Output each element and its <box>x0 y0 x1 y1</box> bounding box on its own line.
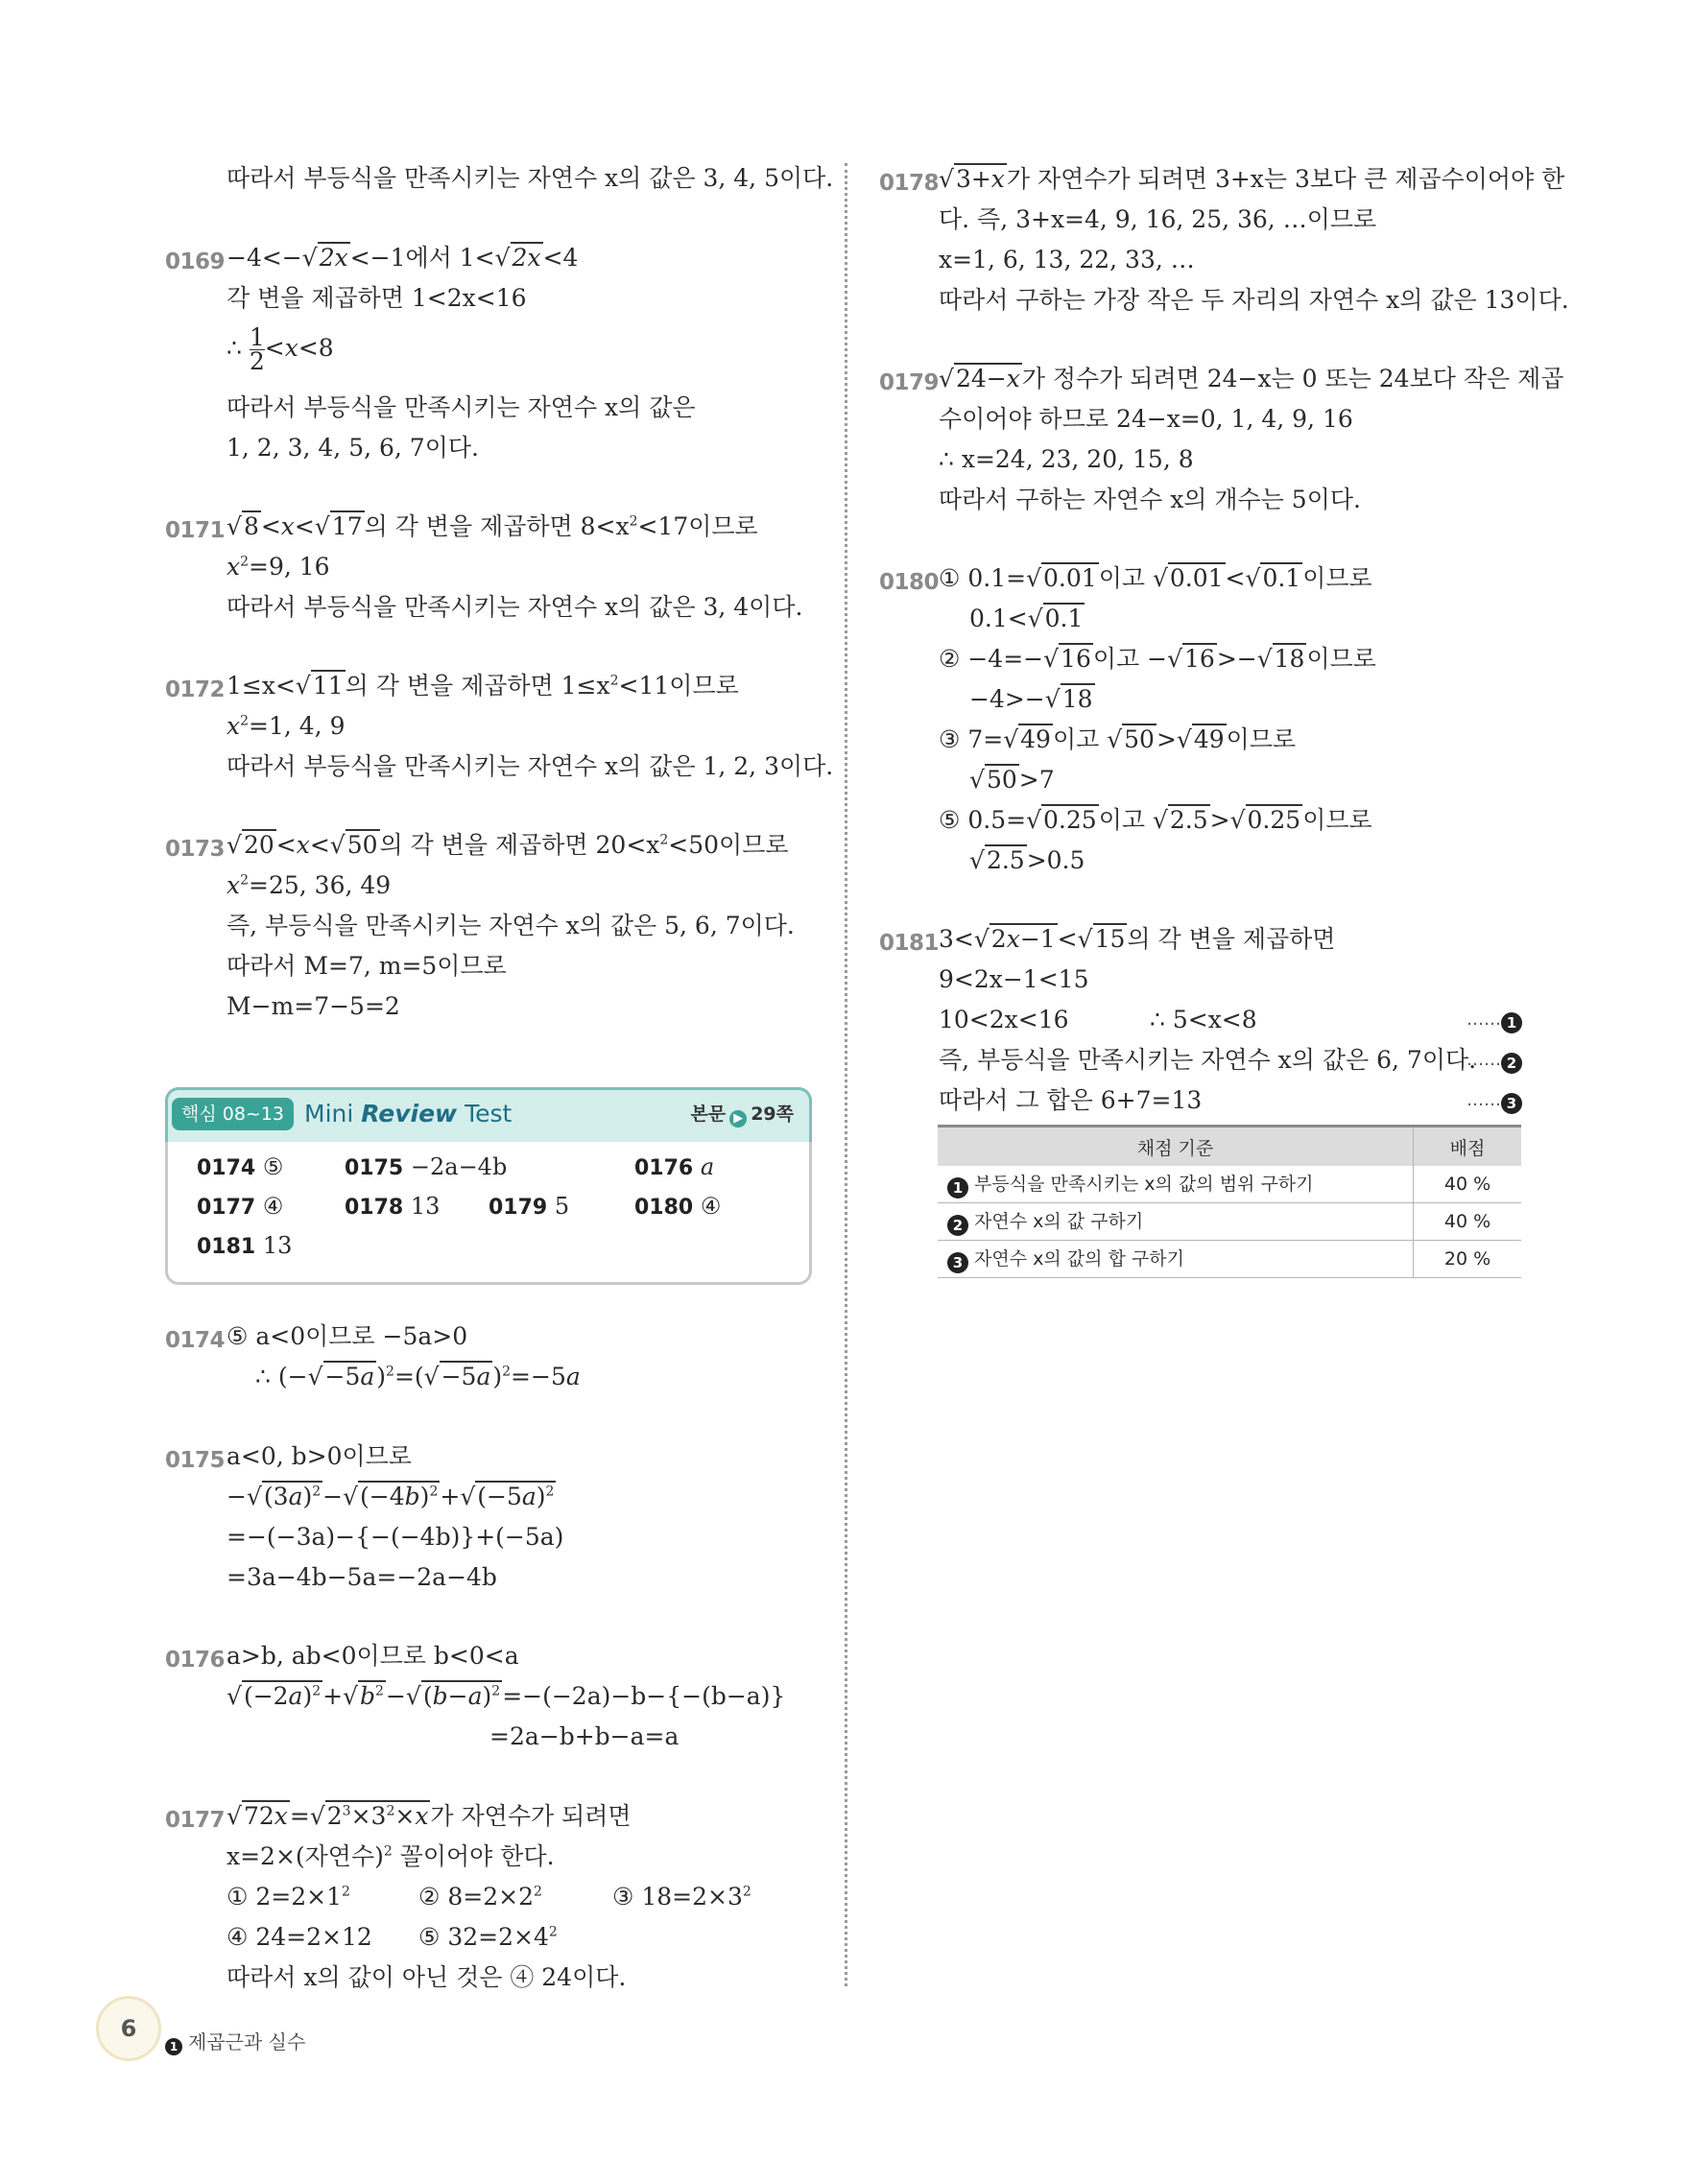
p180-c2-line2: −4>−√18 <box>969 685 1093 713</box>
mini-review-answer: 0181 13 <box>197 1232 293 1259</box>
arrow-icon: ▶ <box>729 1110 747 1128</box>
p180-c2-line1: ② −4=−√16이고 −√16>−√18이므로 <box>939 645 1376 673</box>
p172-line3: 따라서 부등식을 만족시키는 자연수 x의 값은 1, 2, 3이다. <box>227 752 834 780</box>
p177-choice5: ⑤ $32=2\times 4^2$ <box>418 1923 558 1951</box>
p181-line5: 따라서 그 합은 6+7=13 <box>939 1086 1203 1114</box>
p171-line2: $x^2=9$, 16 <box>227 553 330 581</box>
p168-tail: 따라서 부등식을 만족시키는 자연수 x의 값은 3, 4, 5이다. <box>227 164 834 192</box>
problem-0180 <box>879 558 1666 885</box>
p171-line1: √8<x<√17의 각 변을 제곱하면 $8<x^2<17$이므로 <box>227 512 758 540</box>
mini-review-title: Mini Review Test <box>304 1100 513 1128</box>
problem-number: 0173 <box>165 837 226 862</box>
p181-line2: 9<2x−1<15 <box>939 965 1089 993</box>
p181-line1: 3<√2x−1<√15의 각 변을 제곱하면 <box>939 925 1336 953</box>
step-marker-2: …… 2 <box>1466 1050 1522 1074</box>
rubric-header-points: 배점 <box>1414 1127 1522 1167</box>
p181-line4: 즉, 부등식을 만족시키는 자연수 x의 값은 6, 7이다. <box>939 1046 1477 1074</box>
p180-c1-line1: ① 0.1=√0.01이고 √0.01<√0.1이므로 <box>939 564 1372 592</box>
p173-line3: 즉, 부등식을 만족시키는 자연수 x의 값은 5, 6, 7이다. <box>227 912 795 939</box>
rubric-header-criteria: 채점 기준 <box>938 1127 1414 1167</box>
p177-line2: x=2×(자연수)$^2$ 꼴이어야 한다. <box>227 1842 555 1870</box>
p180-c3-line1: ③ 7=√49이고 √50>√49이므로 <box>939 725 1297 753</box>
problem-0179 <box>879 359 1666 522</box>
p178-line2: 다. 즉, 3+x=4, 9, 16, 25, 36, …이므로 <box>939 205 1377 233</box>
p175-line3: =−(−3a)−{−(−4b)}+(−5a) <box>227 1523 564 1551</box>
chapter-badge: 1 <box>165 2038 182 2055</box>
p173-line5: M−m=7−5=2 <box>227 992 400 1020</box>
mini-review-answer: 0179 5 <box>489 1193 570 1220</box>
problem-0175 <box>165 1436 818 1600</box>
mini-review-box <box>165 1087 812 1285</box>
scoring-rubric-table <box>938 1125 1521 1278</box>
mini-review-page-ref: 본문 ▶ 29쪽 <box>690 1104 794 1126</box>
p177-line5: 따라서 x의 값이 아닌 것은 ④ 24이다. <box>227 1963 627 1991</box>
rubric-row <box>938 1203 1521 1241</box>
problem-number: 0181 <box>879 931 940 956</box>
p178-line3: x=1, 6, 13, 22, 33, … <box>939 246 1195 273</box>
p173-line1: √20<x<√50의 각 변을 제곱하면 $20<x^2<50$이므로 <box>227 831 789 859</box>
p175-line2: $-√(3a)^2-√(-4b)^2+√(-5a)^2$ <box>227 1483 555 1510</box>
p177-choice3: ③ $18=2\times 3^2$ <box>612 1883 751 1911</box>
problem-number: 0169 <box>165 249 226 274</box>
p176-line2: $√(-2a)^2+√b^2-√(b-a)^2=-(-2a)-b-\{-(b-a)\}$ <box>227 1682 786 1710</box>
problem-0181 <box>879 919 1666 1130</box>
mini-review-answer: 0175 −2a−4b <box>345 1153 508 1180</box>
rubric-criteria: 1 부등식을 만족시키는 x의 값의 범위 구하기 <box>938 1166 1414 1203</box>
rubric-points: 40 % <box>1414 1203 1522 1241</box>
p173-line4: 따라서 M=7, m=5이므로 <box>227 952 507 980</box>
problem-0169 <box>165 238 818 468</box>
step-marker-1: …… 1 <box>1466 1009 1522 1033</box>
problem-0171 <box>165 507 818 631</box>
problem-number: 0174 <box>165 1328 226 1353</box>
p178-line4: 따라서 구하는 가장 작은 두 자리의 자연수 x의 값은 13이다. <box>939 286 1569 314</box>
p175-line4: =3a−4b−5a=−2a−4b <box>227 1563 497 1591</box>
p180-c3-line2: √50>7 <box>969 766 1055 794</box>
p175-line1: a<0, b>0이므로 <box>227 1442 412 1470</box>
problem-number: 0177 <box>165 1808 226 1833</box>
problem-number: 0175 <box>165 1448 226 1473</box>
p176-line1: a>b, ab<0이므로 b<0<a <box>227 1642 519 1670</box>
rubric-row <box>938 1241 1521 1278</box>
problem-number: 0176 <box>165 1648 226 1673</box>
problem-0174 <box>165 1317 818 1403</box>
mini-review-answer: 0176 a <box>634 1153 715 1180</box>
step-marker-3: …… 3 <box>1466 1090 1522 1114</box>
problem-0178 <box>879 159 1666 322</box>
problem-number: 0179 <box>879 370 940 395</box>
problem-0173 <box>165 825 818 1036</box>
p172-line1: 1≤x<√11의 각 변을 제곱하면 $1\le x^2<11$이므로 <box>227 672 739 700</box>
problem-0172 <box>165 666 834 791</box>
rubric-points: 40 % <box>1414 1166 1522 1203</box>
p169-line1: −4<−√2x<−1에서 1<√2x<4 <box>227 244 579 272</box>
mini-review-answer: 0177 ④ <box>197 1193 284 1220</box>
p172-line2: $x^2=1$, 4, 9 <box>227 712 346 740</box>
mini-review-header <box>165 1087 812 1142</box>
p179-line1: √24−x가 정수가 되려면 24−x는 0 또는 24보다 작은 제곱 <box>939 365 1564 392</box>
p178-line1: √3+x가 자연수가 되려면 3+x는 3보다 큰 제곱수이어야 한 <box>939 165 1565 193</box>
p174-line2: ∴ $(-√-5a)^2=(√-5a)^2=-5a$ <box>255 1363 581 1390</box>
problem-number: 0178 <box>879 171 940 196</box>
mini-review-answer: 0178 13 <box>345 1193 441 1220</box>
p169-line4: 따라서 부등식을 만족시키는 자연수 x의 값은 <box>227 393 696 421</box>
mini-review-tag: 핵심 08~13 <box>172 1098 294 1130</box>
p179-line4: 따라서 구하는 자연수 x의 개수는 5이다. <box>939 486 1361 513</box>
p169-line3: ∴ $\frac{1}{2}$ <x<8 <box>227 323 334 375</box>
problem-0177 <box>165 1796 837 2007</box>
chapter-label: 1 제곱근과 실수 <box>165 2027 305 2055</box>
column-divider <box>845 163 847 1986</box>
p180-c1-line2: 0.1<√0.1 <box>969 605 1084 632</box>
mini-review-answer: 0180 ④ <box>634 1193 722 1220</box>
mini-review-answer: 0174 ⑤ <box>197 1153 284 1180</box>
problem-number: 0172 <box>165 677 226 702</box>
p177-choice4: ④ 24=2×12 <box>227 1923 372 1951</box>
rubric-criteria: 2 자연수 x의 값 구하기 <box>938 1203 1414 1241</box>
p181-line3a: 10<2x<16 <box>939 1006 1069 1033</box>
problem-0176 <box>165 1636 837 1761</box>
p173-line2: $x^2=25$, 36, 49 <box>227 871 392 899</box>
rubric-row <box>938 1166 1521 1203</box>
p180-c5-line2: √2.5>0.5 <box>969 846 1085 874</box>
p181-line3b: ∴ 5<x<8 <box>1150 1006 1257 1033</box>
p169-line2: 각 변을 제곱하면 1<2x<16 <box>227 284 527 312</box>
rubric-points: 20 % <box>1414 1241 1522 1278</box>
p177-line1: $√72x=√2^3\times 3^2\times x$가 자연수가 되려면 <box>227 1802 632 1830</box>
p177-choice2: ② $8=2\times 2^2$ <box>418 1883 542 1911</box>
p174-line1: ⑤ a<0이므로 −5a>0 <box>227 1322 468 1350</box>
p171-line3: 따라서 부등식을 만족시키는 자연수 x의 값은 3, 4이다. <box>227 593 803 621</box>
problem-number: 0180 <box>879 570 940 595</box>
p176-line3: =2a−b+b−a=a <box>489 1722 680 1750</box>
rubric-header-row <box>938 1127 1521 1167</box>
p177-choice1: ① $2=2\times 1^2$ <box>227 1883 350 1911</box>
problem-number: 0171 <box>165 518 226 543</box>
p179-line3: ∴ x=24, 23, 20, 15, 8 <box>939 445 1194 473</box>
p180-c5-line1: ⑤ 0.5=√0.25이고 √2.5>√0.25이므로 <box>939 806 1372 834</box>
page-number: 6 <box>96 1996 161 2061</box>
p169-line5: 1, 2, 3, 4, 5, 6, 7이다. <box>227 434 479 462</box>
p179-line2: 수이어야 하므로 24−x=0, 1, 4, 9, 16 <box>939 405 1353 433</box>
rubric-criteria: 3 자연수 x의 값의 합 구하기 <box>938 1241 1414 1278</box>
